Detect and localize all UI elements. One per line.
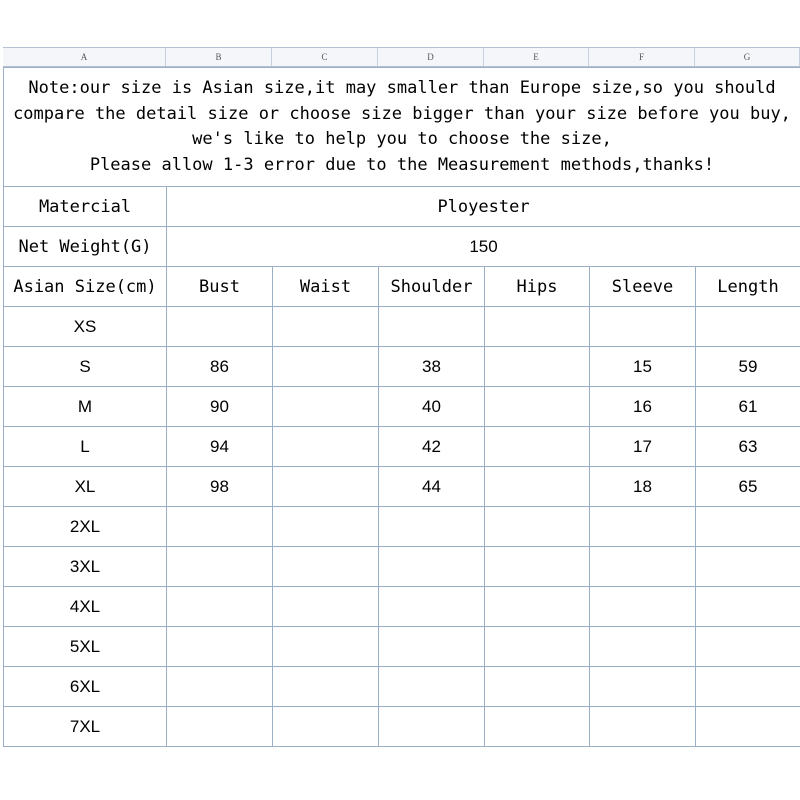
- note-line: Note:our size is Asian size,it may smaller than Europe size,so you should: [28, 78, 776, 98]
- header-cell-sleeve[interactable]: Sleeve: [590, 267, 696, 307]
- cell-sleeve[interactable]: [590, 507, 696, 547]
- cell-length[interactable]: [696, 307, 800, 347]
- cell-bust[interactable]: 98: [167, 467, 273, 507]
- cell-shoulder[interactable]: [379, 547, 485, 587]
- column-header-e[interactable]: E: [484, 48, 589, 66]
- header-cell-waist[interactable]: Waist: [273, 267, 379, 307]
- header-cell-bust[interactable]: Bust: [167, 267, 273, 307]
- cell-shoulder[interactable]: 40: [379, 387, 485, 427]
- cell-sleeve[interactable]: 17: [590, 427, 696, 467]
- header-cell-shoulder[interactable]: Shoulder: [379, 267, 485, 307]
- cell-length[interactable]: 59: [696, 347, 800, 387]
- cell-waist[interactable]: [273, 347, 379, 387]
- cell-size[interactable]: XL: [4, 467, 167, 507]
- column-header-g[interactable]: G: [695, 48, 800, 66]
- cell-shoulder[interactable]: [379, 627, 485, 667]
- cell-hips[interactable]: [485, 667, 590, 707]
- weight-label-cell[interactable]: Net Weight(G): [4, 227, 167, 267]
- cell-hips[interactable]: [485, 307, 590, 347]
- cell-bust[interactable]: [167, 707, 273, 747]
- column-header-d[interactable]: D: [378, 48, 484, 66]
- column-header-c[interactable]: C: [272, 48, 378, 66]
- cell-size[interactable]: 5XL: [4, 627, 167, 667]
- size-rows: [4, 307, 800, 747]
- cell-hips[interactable]: [485, 347, 590, 387]
- cell-size[interactable]: S: [4, 347, 167, 387]
- cell-length[interactable]: [696, 507, 800, 547]
- cell-hips[interactable]: [485, 427, 590, 467]
- size-chart-table: [3, 67, 800, 747]
- cell-size[interactable]: M: [4, 387, 167, 427]
- size-row: [4, 387, 800, 427]
- cell-waist[interactable]: [273, 307, 379, 347]
- cell-waist[interactable]: [273, 547, 379, 587]
- cell-hips[interactable]: [485, 467, 590, 507]
- cell-sleeve[interactable]: [590, 627, 696, 667]
- cell-sleeve[interactable]: [590, 547, 696, 587]
- cell-waist[interactable]: [273, 627, 379, 667]
- note-line: Please allow 1-3 error due to the Measurement methods,thanks!: [89, 154, 715, 175]
- cell-sleeve[interactable]: [590, 307, 696, 347]
- cell-bust[interactable]: 86: [167, 347, 273, 387]
- cell-length[interactable]: [696, 587, 800, 627]
- size-row: [4, 627, 800, 667]
- cell-bust[interactable]: [167, 667, 273, 707]
- cell-waist[interactable]: [273, 667, 379, 707]
- header-cell-length[interactable]: Length: [696, 267, 800, 307]
- weight-value-cell[interactable]: 150: [167, 227, 800, 267]
- cell-hips[interactable]: [485, 547, 590, 587]
- column-header-a[interactable]: A: [3, 48, 166, 66]
- cell-bust[interactable]: [167, 507, 273, 547]
- cell-shoulder[interactable]: [379, 707, 485, 747]
- cell-size[interactable]: 7XL: [4, 707, 167, 747]
- cell-sleeve[interactable]: 15: [590, 347, 696, 387]
- header-cell-hips[interactable]: Hips: [485, 267, 590, 307]
- cell-bust[interactable]: 90: [167, 387, 273, 427]
- cell-length[interactable]: [696, 547, 800, 587]
- cell-sleeve[interactable]: [590, 707, 696, 747]
- size-row: [4, 707, 800, 747]
- material-label-cell[interactable]: Matercial: [4, 187, 167, 227]
- cell-sleeve[interactable]: [590, 587, 696, 627]
- size-row: [4, 587, 800, 627]
- cell-bust[interactable]: [167, 587, 273, 627]
- size-header-row: [4, 267, 800, 307]
- size-row: [4, 347, 800, 387]
- note-line: we's like to help you to choose the size,: [192, 129, 612, 149]
- cell-shoulder[interactable]: 38: [379, 347, 485, 387]
- cell-waist[interactable]: [273, 427, 379, 467]
- cell-length[interactable]: 63: [696, 427, 800, 467]
- cell-shoulder[interactable]: 42: [379, 427, 485, 467]
- cell-sleeve[interactable]: 18: [590, 467, 696, 507]
- header-cell-size[interactable]: Asian Size(cm): [4, 267, 167, 307]
- cell-hips[interactable]: [485, 627, 590, 667]
- cell-size[interactable]: 2XL: [4, 507, 167, 547]
- cell-hips[interactable]: [485, 387, 590, 427]
- cell-waist[interactable]: [273, 387, 379, 427]
- cell-bust[interactable]: 94: [167, 427, 273, 467]
- size-row: [4, 427, 800, 467]
- cell-length[interactable]: [696, 667, 800, 707]
- cell-hips[interactable]: [485, 507, 590, 547]
- cell-shoulder[interactable]: [379, 307, 485, 347]
- note-line: compare the detail size or choose size bigger than your size before you buy,: [13, 103, 791, 124]
- cell-waist[interactable]: [273, 467, 379, 507]
- cell-shoulder[interactable]: 44: [379, 467, 485, 507]
- material-row: [4, 187, 800, 227]
- cell-sleeve[interactable]: 16: [590, 387, 696, 427]
- size-row: [4, 307, 800, 347]
- cell-shoulder[interactable]: [379, 587, 485, 627]
- cell-shoulder[interactable]: [379, 507, 485, 547]
- cell-length[interactable]: [696, 627, 800, 667]
- size-row: [4, 467, 800, 507]
- cell-size[interactable]: XS: [4, 307, 167, 347]
- cell-hips[interactable]: [485, 707, 590, 747]
- column-header-bar: [3, 47, 800, 67]
- cell-hips[interactable]: [485, 587, 590, 627]
- size-row: [4, 667, 800, 707]
- material-value-cell[interactable]: Ployester: [167, 187, 800, 227]
- cell-length[interactable]: 65: [696, 467, 800, 507]
- cell-bust[interactable]: [167, 627, 273, 667]
- size-row: [4, 507, 800, 547]
- cell-bust[interactable]: [167, 307, 273, 347]
- cell-size[interactable]: L: [4, 427, 167, 467]
- spreadsheet: [3, 47, 800, 747]
- cell-length[interactable]: [696, 707, 800, 747]
- cell-size[interactable]: 6XL: [4, 667, 167, 707]
- cell-waist[interactable]: [273, 587, 379, 627]
- note-cell[interactable]: [4, 68, 800, 187]
- cell-size[interactable]: 3XL: [4, 547, 167, 587]
- cell-bust[interactable]: [167, 547, 273, 587]
- column-header-f[interactable]: F: [589, 48, 695, 66]
- cell-size[interactable]: 4XL: [4, 587, 167, 627]
- cell-shoulder[interactable]: [379, 667, 485, 707]
- size-row: [4, 547, 800, 587]
- column-header-b[interactable]: B: [166, 48, 272, 66]
- cell-length[interactable]: 61: [696, 387, 800, 427]
- cell-waist[interactable]: [273, 707, 379, 747]
- cell-sleeve[interactable]: [590, 667, 696, 707]
- weight-row: [4, 227, 800, 267]
- cell-waist[interactable]: [273, 507, 379, 547]
